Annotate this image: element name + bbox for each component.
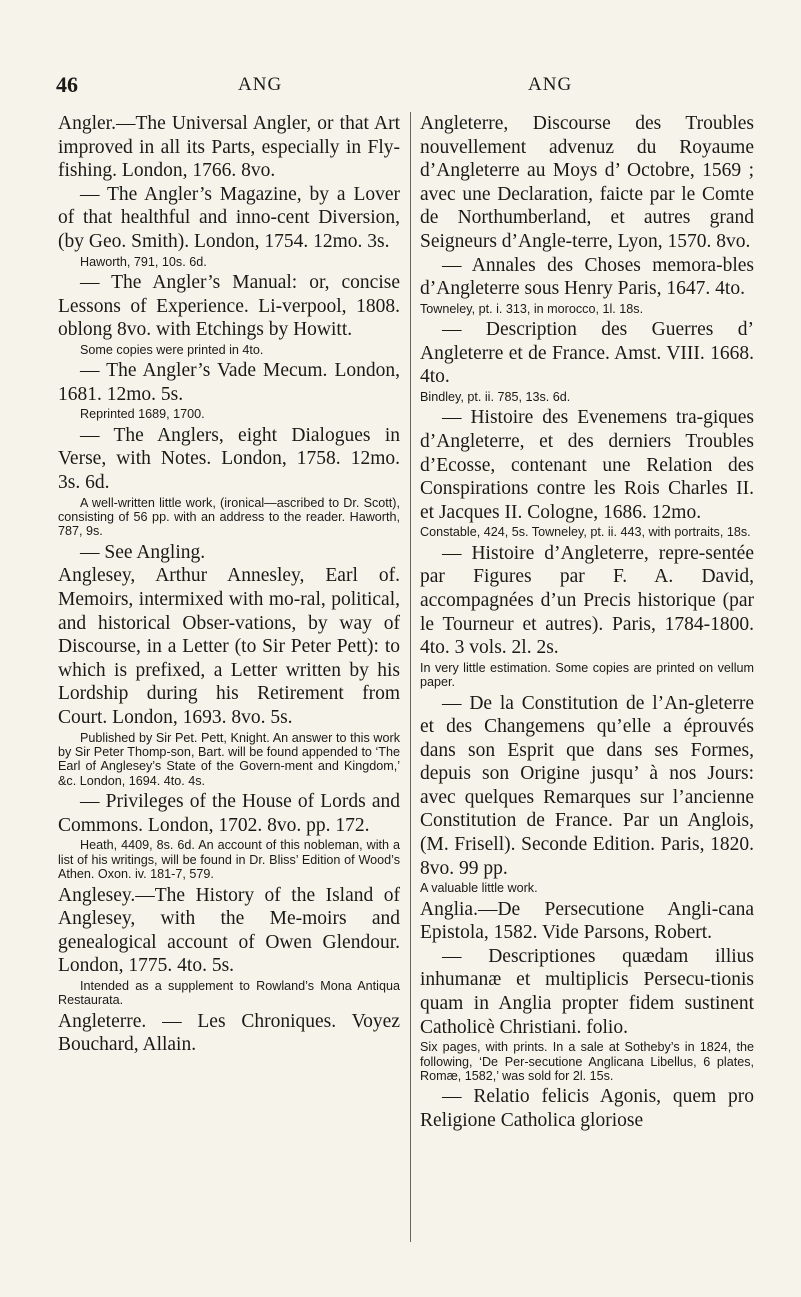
column-divider <box>410 112 411 1242</box>
entry: Angleterre. — Les Chroniques. Voyez Bouchard, Allain. <box>58 1010 400 1056</box>
note: Some copies were printed in 4to. <box>80 342 264 357</box>
note: Published by Sir Pet. Pett, Knight. An answer to this work by Sir Peter Thomp-son, Bart. will be found appended to ‘The Earl of Anglesey’s State of the Govern-ment and Kingdom,’ &c. London, 1694. 4to. 4s. <box>58 730 400 788</box>
entry: Anglesey.—The History of the Island of Anglesey, with the Me-moirs and genealogical account of Owen Glendour. London, 1775. 4to. 5s. <box>58 884 400 977</box>
sub-entry: — The Anglers, eight Dialogues in Verse, with Notes. London, 1758. 12mo. 3s. 6d. <box>58 424 400 493</box>
note: Reprinted 1689, 1700. <box>80 407 205 422</box>
note: Six pages, with prints. In a sale at Sotheby’s in 1824, the following, ‘De Per-secutione Anglicana Libellus, 6 plates, Romæ, 1582,’ was sold for 2l. 15s. <box>420 1040 754 1084</box>
note: Constable, 424, 5s. Towneley, pt. ii. 443, with portraits, 18s. <box>420 525 751 540</box>
sub-entry: — Histoire d’Angleterre, repre-sentée par Figures par F. A. David, accompagnées d’un Precis historique (par le Tourneur et autres). Paris, 1784-1800. 4to. 3 vols. 2l. 2s. <box>420 542 754 659</box>
sub-entry: — Privileges of the House of Lords and Commons. London, 1702. 8vo. pp. 172. <box>58 791 400 836</box>
cross-reference: — See Angling. <box>80 541 206 563</box>
note: In very little estimation. Some copies are printed on vellum paper. <box>420 660 754 690</box>
entry: Angler.—The Universal Angler, or that Art improved in all its Parts, especially in Fly-fishing. London, 1766. 8vo. <box>58 113 400 182</box>
right-headword: ANG <box>528 74 573 95</box>
sub-entry: — Histoire des Evenemens tra-giques d’Angleterre, et des derniers Troubles d’Ecosse, contenant une Relation des Conspirations contre les Rois Charles II. et Jacques II. Cologne, 1686. 12mo. <box>420 407 754 523</box>
note: A valuable little work. <box>420 881 538 896</box>
sub-entry: — Description des Guerres d’ Angleterre et de France. Amst. VIII. 1668. 4to. <box>420 319 754 388</box>
entry: Anglesey, Arthur Annesley, Earl of. Memoirs, intermixed with mo-ral, political, and historical Obser-vations, by way of Discourse, in a Letter (to Sir Peter Pett): to which is prefixed, a Letter written by his Lordship during his Retirement from Court. London, 1693. 8vo. 5s. <box>58 565 400 728</box>
running-header <box>0 72 801 100</box>
sub-entry: — Relatio felicis Agonis, quem pro Religione Catholica gloriose <box>420 1086 754 1132</box>
page-number: 46 <box>56 72 78 97</box>
sub-entry: — Descriptiones quædam illius inhumanæ et multiplicis Persecu-tionis quam in Anglia propter fidem sustinent Catholicè Christiani. folio. <box>420 945 754 1038</box>
sub-entry: — De la Constitution de l’An-gleterre et des Changemens qu’elle a éprouvés dans son Esprit que dans ses Formes, depuis son Origine jusqu’ à nos Jours: avec quelques Remarques sur l’ancienne Constitution de France. Par un Anglois, (M. Frisell). Seconde Edition. Paris, 1820. 8vo. 99 pp. <box>420 692 754 879</box>
note: Bindley, pt. ii. 785, 13s. 6d. <box>420 389 571 404</box>
left-headword: ANG <box>238 74 283 95</box>
sub-entry: — The Angler’s Magazine, by a Lover of that healthful and inno-cent Diversion, (by Geo. Smith). London, 1754. 12mo. 3s. <box>58 183 400 252</box>
note: A well-written little work, (ironical—ascribed to Dr. Scott), consisting of 56 pp. with an address to the reader. Haworth, 787, 9s. <box>58 495 400 539</box>
sub-entry: — Annales des Choses memora-bles d’Angleterre sous Henry Paris, 1647. 4to. <box>420 254 754 300</box>
left-column <box>58 112 400 1057</box>
note: Towneley, pt. i. 313, in morocco, 1l. 18s. <box>420 301 644 316</box>
sub-entry: — The Angler’s Manual: or, concise Lessons of Experience. Li-verpool, 1808. oblong 8vo. with Etchings by Howitt. <box>58 271 400 341</box>
sub-entry: — The Angler’s Vade Mecum. London, 1681. 12mo. 5s. <box>58 360 400 405</box>
note: Haworth, 791, 10s. 6d. <box>80 254 207 269</box>
note: Intended as a supplement to Rowland’s Mona Antiqua Restaurata. <box>58 978 400 1008</box>
entry: Anglia.—De Persecutione Angli-cana Epistola, 1582. Vide Parsons, Robert. <box>420 898 754 944</box>
right-column <box>420 112 754 1133</box>
note: Heath, 4409, 8s. 6d. An account of this nobleman, with a list of his writings, will be found in Dr. Bliss’ Edition of Wood’s Athen. Oxon. iv. 181-7, 579. <box>58 838 400 882</box>
entry: Angleterre, Discourse des Troubles nouvellement advenuz du Royaume d’Angleterre au Moys d’ Octobre, 1569 ; avec une Declaration, faicte par le Comte de Northumberland, et autres grand Seigneurs d’Angle-terre, Lyon, 1570. 8vo. <box>420 113 754 252</box>
